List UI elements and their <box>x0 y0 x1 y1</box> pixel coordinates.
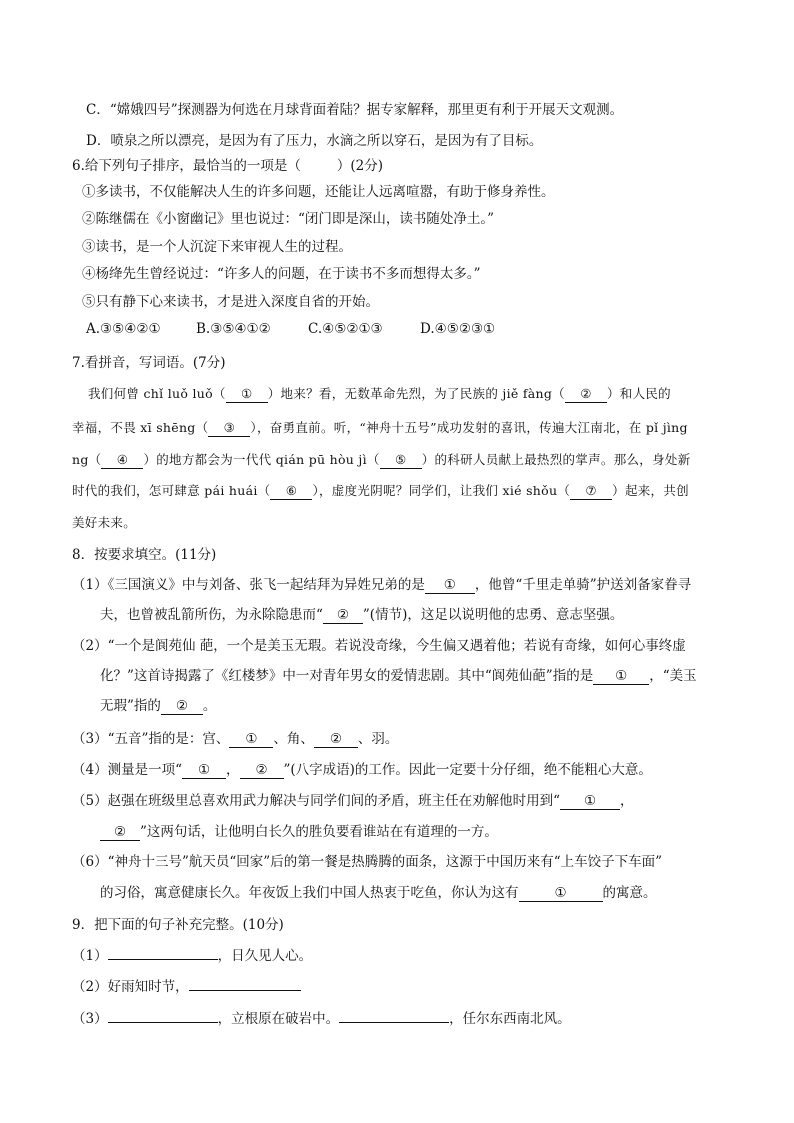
q8-5-blank-2[interactable]: ② <box>100 824 140 841</box>
q8-item-4: （4）测量是一项“ ① ， ② ”(八字成语)的工作。因此一定要十分仔细，绝不能粗心大意。 <box>72 762 652 778</box>
q7-blank-6[interactable]: ⑥ <box>270 483 312 500</box>
q6-option-b[interactable]: B.③⑤④①② <box>196 321 271 337</box>
q8-item-6: （6）“神舟十三号”航天员“回家”后的第一餐是热腾腾的面条，这源于中国历来有“上车饺子下车面” <box>72 854 662 870</box>
q7-blank-7[interactable]: ⑦ <box>570 483 612 500</box>
q6-stem: 6.给下列句子排序，最恰当的一项是（ ）(2分) <box>72 158 384 174</box>
q7-line-2: 幸福，不畏 xī shēng（ ③ ），奋勇直前。听，“神舟十五号”成功发射的喜讯，传遍大江南北，在 pǐ jìng <box>72 420 688 435</box>
q8-2-blank-2[interactable]: ② <box>161 698 203 715</box>
q8-item-3: （3）“五音”指的是：宫、 ① 、角、 ② 、羽。 <box>72 731 399 747</box>
q7-line-5: 美好未来。 <box>72 515 137 530</box>
q8-item-1-cont: 夫，也曾被乱箭所伤，为永除隐患而“ ② ”(情节)，这足以说明他的忠勇、意志坚强。 <box>100 607 624 623</box>
q7-line-4: 时代的我们，怎可肆意 pái huái（ ⑥ ），虚度光阴呢？同学们，让我们 xié shǒu（ ⑦ ）起来，共创 <box>72 483 689 498</box>
q7-blank-5[interactable]: ⑤ <box>380 452 422 469</box>
q8-item-5-cont: ② ”这两句话，让他明白长久的胜负要看谁站在有道理的一方。 <box>100 822 498 842</box>
q9-stem: 9．把下面的句子补充完整。(10分) <box>72 917 284 933</box>
q8-1-blank-1[interactable]: ① <box>425 577 475 594</box>
q6-option-a[interactable]: A.③⑤④②① <box>86 321 161 337</box>
q5-option-c: C．“嫦娥四号”探测器为何选在月球背面着陆？据专家解释，那里更有利于开展天文观测。 <box>86 102 624 118</box>
q9-2-blank[interactable] <box>189 990 301 991</box>
q7-line-3: ng（ ④ ）的地方都会为一代代 qián pū hòu jì（ ⑤ ）的科研人员献上最热烈的掌声。那么，身处新 <box>72 452 691 467</box>
q7-line-1: 我们何曾 chǐ luǒ luǒ（ ① ）地来？看，无数革命先烈，为了民族的 jiě fàng（ ② ）和人民的 <box>88 386 671 401</box>
q7-blank-2[interactable]: ② <box>565 386 607 403</box>
q8-1-blank-2[interactable]: ② <box>323 607 363 624</box>
q8-item-2-cont: 化？”这首诗揭露了《红楼梦》中一对青年男女的爱情悲剧。其中“阆苑仙葩”指的是 ① ，“美玉 <box>100 668 697 684</box>
q8-item-2-cont2: 无瑕”指的 ② 。 <box>100 698 217 714</box>
q6-sentence-3: ③读书，是一个人沉淀下来审视人生的过程。 <box>82 239 352 255</box>
q8-item-1: （1）《三国演义》中与刘备、张飞一起结拜为异姓兄弟的是 ① ，他曾“千里走单骑”护送刘备家眷寻 <box>72 577 692 593</box>
q8-6-blank-1[interactable]: ① <box>519 885 603 902</box>
q8-5-blank-1[interactable]: ① <box>560 793 620 810</box>
q8-4-blank-1[interactable]: ① <box>182 762 226 779</box>
q6-sentence-2: ②陈继儒在《小窗幽记》里也说过：“闭门即是深山，读书随处净土。” <box>82 211 495 227</box>
q8-3-blank-1[interactable]: ① <box>229 731 273 748</box>
q6-sentence-4: ④杨绛先生曾经说过：“许多人的问题，在于读书不多而想得太多。” <box>82 266 481 282</box>
q7-blank-1[interactable]: ① <box>226 386 268 403</box>
q9-3-blank-1[interactable] <box>108 1022 218 1023</box>
q6-option-d[interactable]: D.④⑤②③① <box>420 321 496 337</box>
q8-4-blank-2[interactable]: ② <box>240 762 284 779</box>
q5-option-d: D．喷泉之所以漂亮，是因为有了压力，水滴之所以穿石，是因为有了目标。 <box>86 133 543 149</box>
q9-item-3: （3） ，立根原在破岩中。 ，任尔东西南北风。 <box>72 1011 571 1027</box>
q7-stem: 7.看拼音，写词语。(7分) <box>72 355 226 371</box>
q8-2-blank-1[interactable]: ① <box>593 668 649 685</box>
q7-blank-4[interactable]: ④ <box>101 452 143 469</box>
q9-item-2: （2）好雨知时节， <box>72 977 301 997</box>
q8-item-2: （2）“一个是阆苑仙 葩，一个是美玉无瑕。若说没奇缘，今生偏又遇着他；若说有奇缘，如何心事终虚 <box>72 638 686 654</box>
q8-item-6-cont: 的习俗，寓意健康长久。年夜饭上我们中国人热衷于吃鱼，你认为这有 ① 的寓意。 <box>100 885 657 901</box>
q7-blank-3[interactable]: ③ <box>208 420 250 437</box>
q6-option-c[interactable]: C.④⑤②①③ <box>308 321 383 337</box>
q9-3-blank-2[interactable] <box>339 1022 449 1023</box>
q9-item-1: （1） ，日久见人心。 <box>72 948 313 964</box>
q6-options <box>86 319 495 339</box>
q6-sentence-1: ①多读书，不仅能解决人生的许多问题，还能让人远离喧嚣，有助于修身养性。 <box>82 184 555 200</box>
q8-3-blank-2[interactable]: ② <box>314 731 358 748</box>
q8-item-5: （5）赵强在班级里总喜欢用武力解决与同学们间的矛盾，班主任在劝解他时用到“ ① ， <box>72 793 634 809</box>
q6-sentence-5: ⑤只有静下心来读书，才是进入深度自省的开始。 <box>82 294 379 310</box>
q8-stem: 8．按要求填空。(11分) <box>72 547 217 563</box>
q9-1-blank[interactable] <box>108 959 218 960</box>
